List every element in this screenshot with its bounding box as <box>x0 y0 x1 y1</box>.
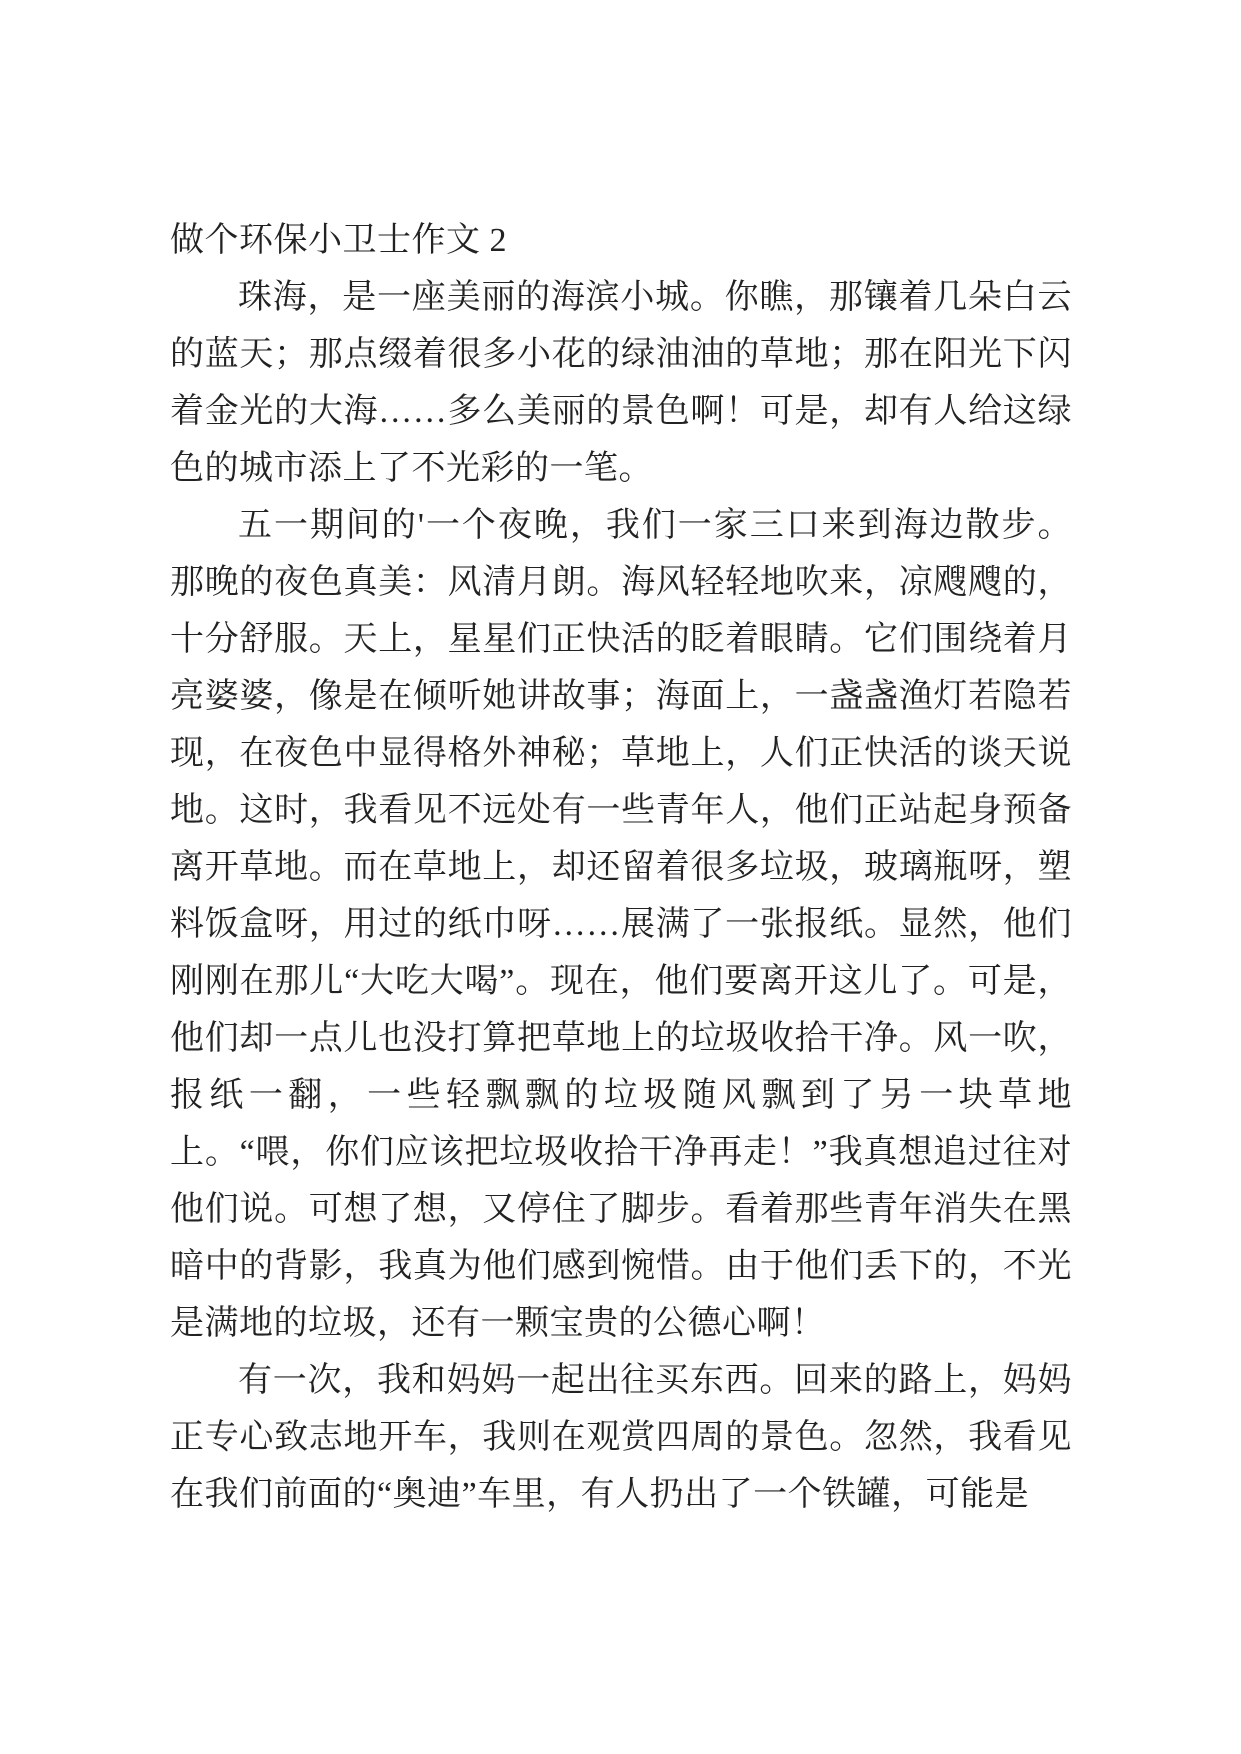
paragraph-intro: 珠海，是一座美丽的海滨小城。你瞧，那镶着几朵白云的蓝天；那点缀着很多小花的绿油油的草地；那在阳光下闪着金光的大海……多么美丽的景色啊！可是，却有人给这绿色的城市添上了不光彩的一笔。 <box>170 279 1072 487</box>
paragraph-car-story: 有一次，我和妈妈一起出往买东西。回来的路上，妈妈正专心致志地开车，我则在观赏四周的景色。忽然，我看见在我们前面的“奥迪”车里，有人扔出了一个铁罐，可能是 <box>170 1362 1072 1513</box>
document-title: 做个环保小卫士作文 2 <box>170 222 507 259</box>
document-body <box>170 212 1072 1523</box>
paragraph-beach-story: 五一期间的'一个夜晚，我们一家三口来到海边散步。那晚的夜色真美：风清月朗。海风轻轻地吹来，凉飕飕的，十分舒服。天上，星星们正快活的眨着眼睛。它们围绕着月亮婆婆，像是在倾听她讲故事；海面上，一盏盏渔灯若隐若现，在夜色中显得格外神秘；草地上，人们正快活的谈天说地。这时，我看见不远处有一些青年人，他们正站起身预备离开草地。而在草地上，却还留着很多垃圾，玻璃瓶呀，塑料饭盒呀，用过的纸巾呀……展满了一张报纸。显然，他们刚刚在那儿“大吃大喝”。现在，他们要离开这儿了。可是，他们却一点儿也没打算把草地上的垃圾收拾干净。风一吹，报纸一翻，一些轻飘飘的垃圾随风飘到了另一块草地上。“喂，你们应该把垃圾收拾干净再走！”我真想追过往对他们说。可想了想，又停住了脚步。看着那些青年消失在黑暗中的背影，我真为他们感到惋惜。由于他们丢下的，不光是满地的垃圾，还有一颗宝贵的公德心啊！ <box>170 507 1072 1342</box>
